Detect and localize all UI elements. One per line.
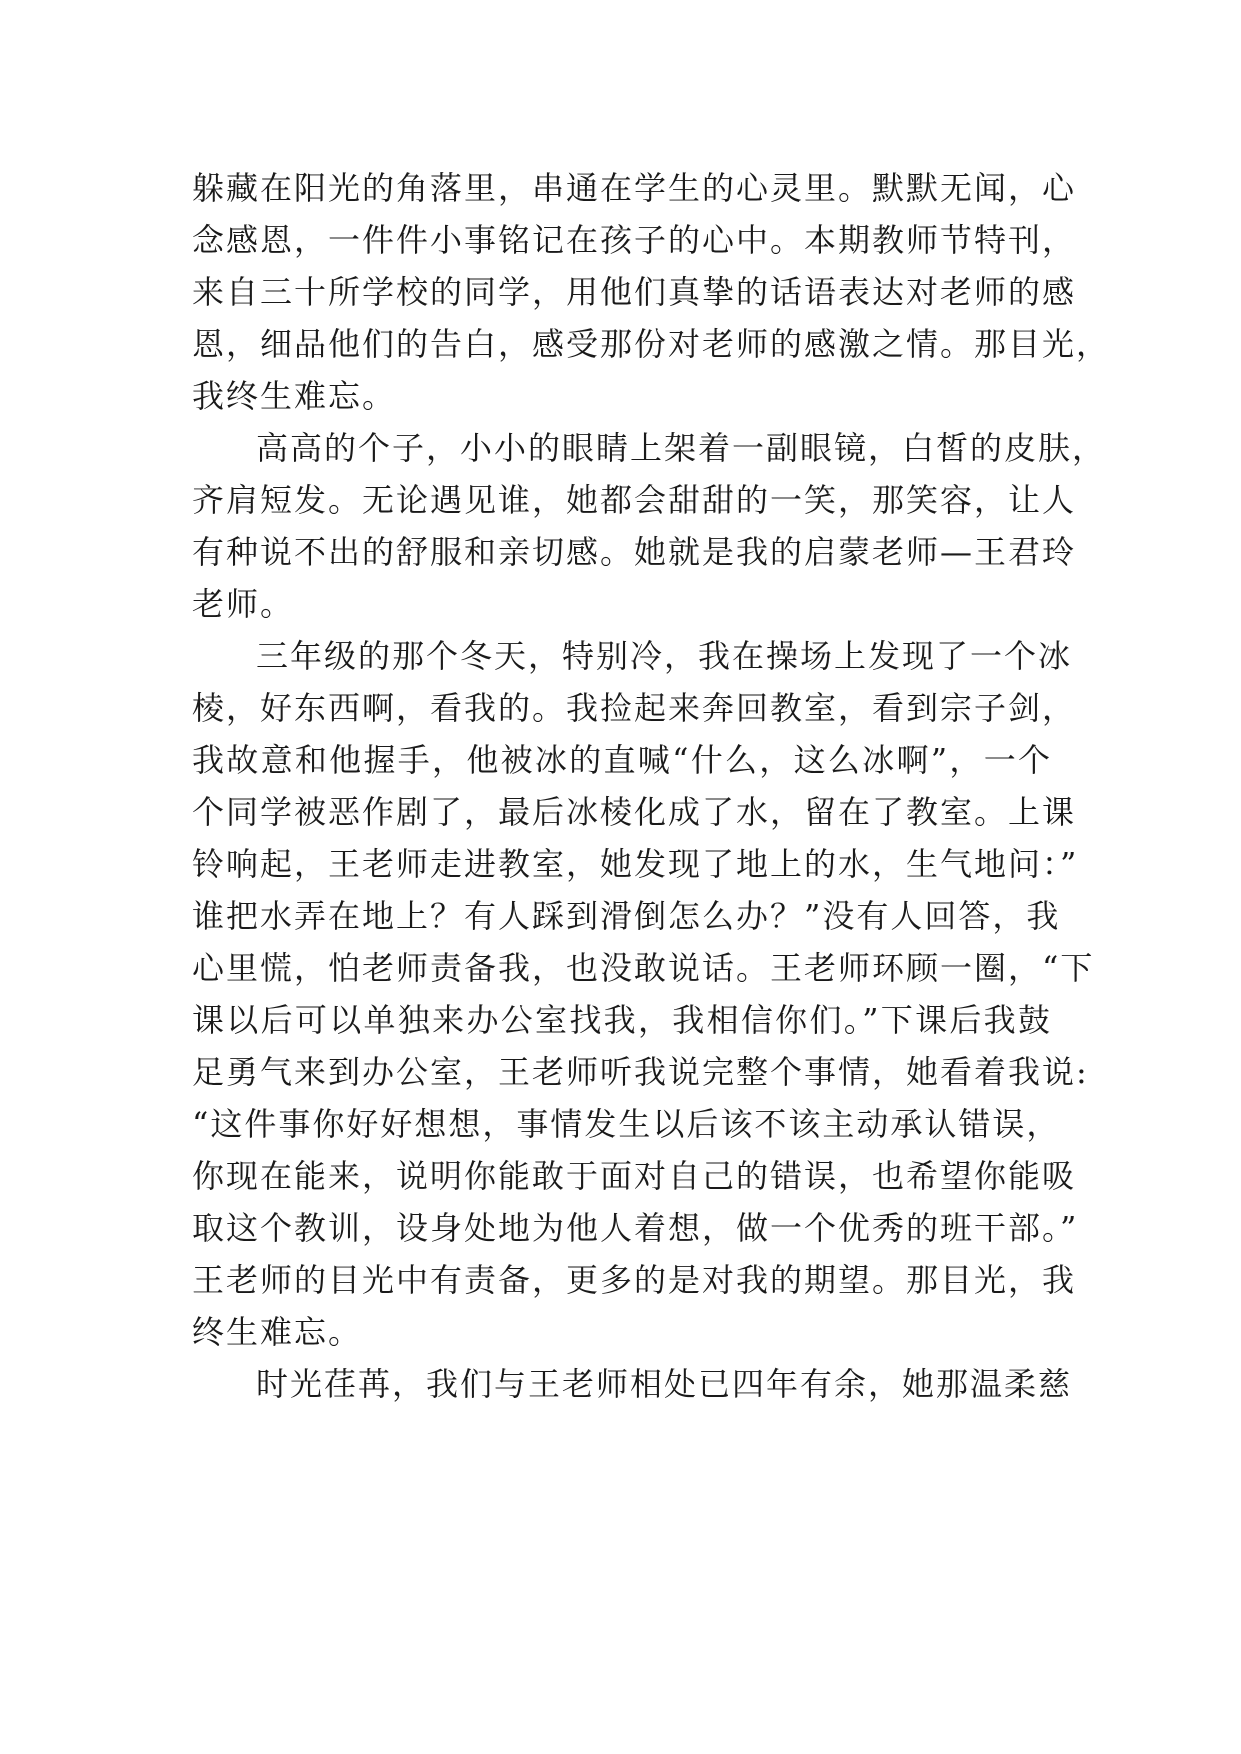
text-line: 棱，好东西啊，看我的。我捡起来奔回教室，看到宗子剑， (192, 689, 1077, 727)
text-line: 谁把水弄在地上？有人踩到滑倒怎么办？”没有人回答，我 (192, 897, 1061, 935)
text-line: 课以后可以单独来办公室找我，我相信你们。”下课后我鼓 (192, 1001, 1052, 1039)
text-line: 三年级的那个冬天，特别冷，我在操场上发现了一个冰 (256, 637, 1073, 675)
text-line: 有种说不出的舒服和亲切感。她就是我的启蒙老师—王君玲 (192, 533, 1077, 571)
text-line: 足勇气来到办公室，王老师听我说完整个事情，她看着我说: (192, 1053, 1089, 1091)
text-line: 我终生难忘。 (192, 377, 397, 415)
text-line: 终生难忘。 (192, 1313, 363, 1351)
article-body (192, 162, 1111, 1410)
text-line: “这件事你好好想想，事情发生以后该不该主动承认错误， (192, 1105, 1061, 1143)
text-line: 老师。 (192, 585, 295, 623)
text-line: 齐肩短发。无论遇见谁，她都会甜甜的一笑，那笑容，让人 (192, 481, 1077, 519)
paragraph-4 (192, 1358, 1073, 1410)
paragraph-1 (192, 162, 1111, 422)
text-line: 取这个教训，设身处地为他人着想，做一个优秀的班干部。” (192, 1209, 1079, 1247)
text-line: 我故意和他握手，他被冰的直喊“什么，这么冰啊”，一个 (192, 741, 1052, 779)
text-line: 来自三十所学校的同学，用他们真挚的话语表达对老师的感 (192, 273, 1077, 311)
text-line: 心里慌，怕老师责备我，也没敢说话。王老师环顾一圈，“下 (192, 949, 1095, 987)
paragraph-2 (192, 422, 1107, 630)
text-line: 个同学被恶作剧了，最后冰棱化成了水，留在了教室。上课 (192, 793, 1077, 831)
text-line: 恩，细品他们的告白，感受那份对老师的感激之情。那目光， (192, 325, 1111, 363)
text-line: 念感恩，一件件小事铭记在孩子的心中。本期教师节特刊， (192, 221, 1077, 259)
text-line: 铃响起，王老师走进教室，她发现了地上的水，生气地问：” (192, 845, 1079, 883)
text-line: 高高的个子，小小的眼睛上架着一副眼镜，白皙的皮肤， (256, 429, 1107, 467)
text-line: 时光荏苒，我们与王老师相处已四年有余，她那温柔慈 (256, 1365, 1073, 1403)
text-line: 躲藏在阳光的角落里，串通在学生的心灵里。默默无闻，心 (192, 169, 1077, 207)
text-line: 你现在能来，说明你能敢于面对自己的错误，也希望你能吸 (192, 1157, 1077, 1195)
text-line: 王老师的目光中有责备，更多的是对我的期望。那目光，我 (192, 1261, 1077, 1299)
paragraph-3 (192, 630, 1095, 1358)
